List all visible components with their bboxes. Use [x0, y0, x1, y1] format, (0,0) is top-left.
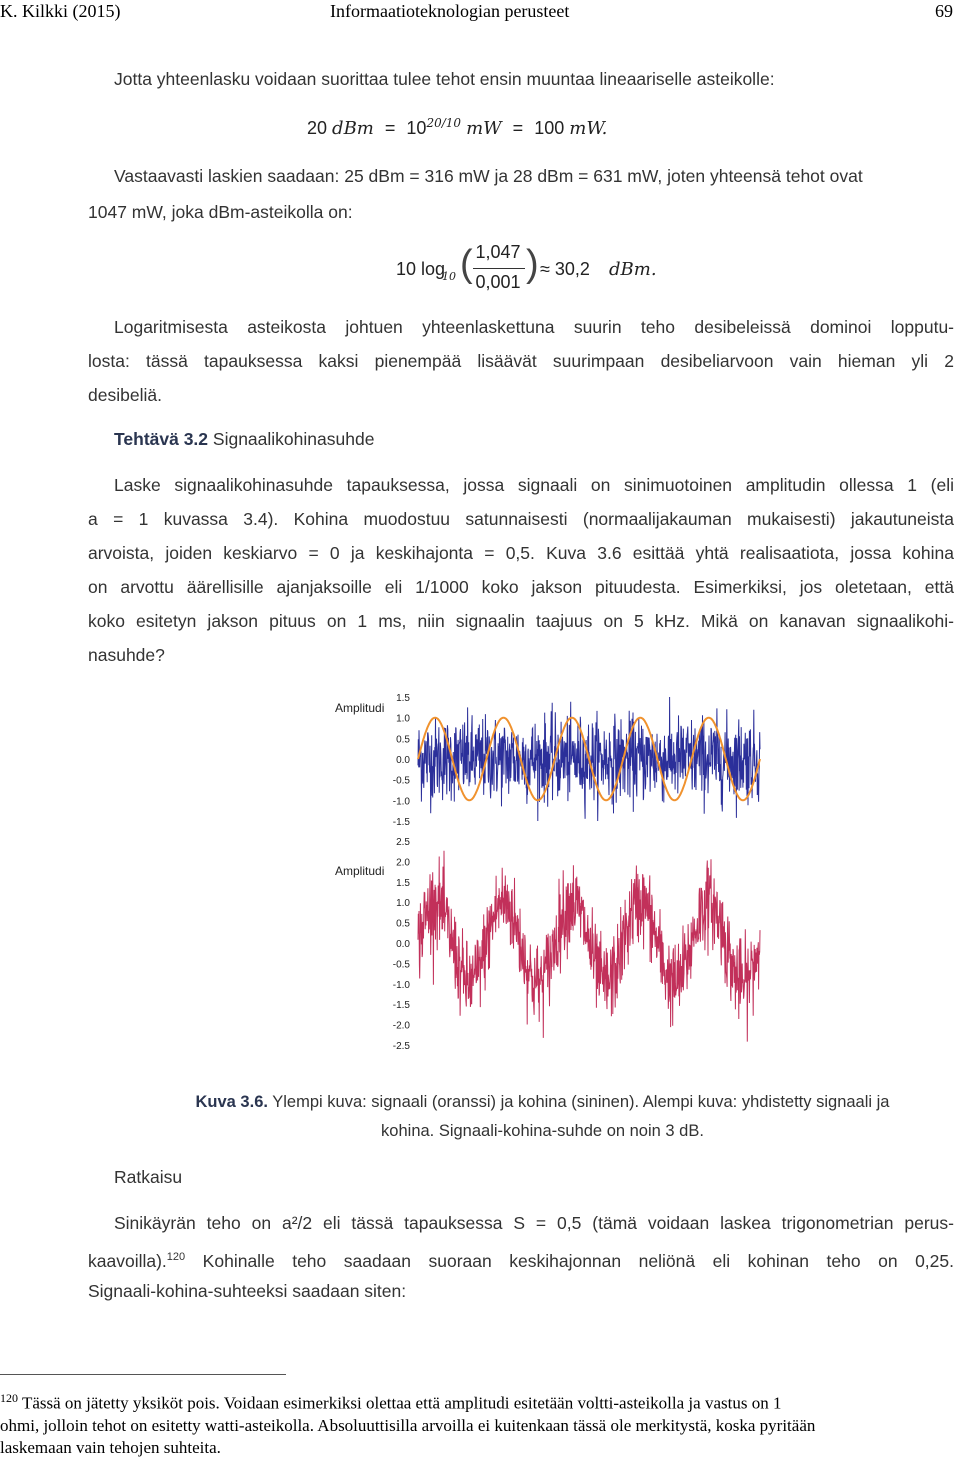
eq2-left-paren: (	[460, 243, 473, 285]
chart2-ytick: 1.0	[396, 898, 410, 910]
solution-heading: Ratkaisu	[114, 1167, 183, 1187]
task-line-1: Laske signaalikohinasuhde tapauksessa, jossa signaali on sinimuotoinen amplitudin ollessa 1 (eli	[114, 475, 954, 495]
caption-label: Kuva 3.6.	[195, 1093, 268, 1111]
chart1-ylabel: Amplitudi	[335, 701, 385, 715]
footnote-rule	[0, 1374, 286, 1375]
chart2-ytick: -2.5	[392, 1041, 410, 1052]
eq2-right-paren: )	[526, 243, 539, 285]
chart2-ytick: 1.5	[396, 877, 410, 889]
task-line-5: koko esitetyn jakson pituus on 1 ms, niin signaalin taajuus on 5 kHz. Mikä on kanavan signaalikohi-	[88, 611, 954, 631]
equation-dbm-to-mw	[307, 116, 607, 139]
paragraph-log-line-2: losta: tässä tapauksessa kaksi pienempää lisäävät suurimpaan desibeliarvoon vain hieman yli 2	[88, 351, 954, 371]
eq2-denominator: 0,001	[475, 272, 521, 292]
chart1-ytick: 1.0	[396, 713, 410, 725]
footnote-ref: 120	[166, 1251, 186, 1263]
chart2-ytick: -1.0	[392, 979, 410, 991]
paragraph-log-line-1: Logaritmisesta asteikosta johtuen yhteenlaskettuna suurin teho desibeleissä dominoi lopputu-	[114, 317, 954, 337]
paragraph-sum-line-2: 1047 mW, joka dBm-asteikolla on:	[88, 202, 353, 222]
chart2-ylabel: Amplitudi	[335, 864, 385, 878]
chart1-ytick: -0.5	[392, 775, 410, 787]
chart2-ytick: 2.5	[396, 837, 410, 848]
task-title: Signaalikohinasuhde	[212, 429, 375, 449]
solution-line-2	[88, 1241, 954, 1277]
eq2-approx: ≈ 30,2	[540, 259, 590, 279]
eq1-equals-2: =	[512, 118, 524, 138]
figure-caption	[155, 1088, 930, 1146]
header-title: Informaatioteknologian perusteet	[330, 1, 570, 21]
footnote-line-2: ohmi, jolloin tehot on esitetty watti-asteikolla. Absoluuttisilla arvoilla ei kuitenkaan tässä ole merkitystä, koska pyritään	[0, 1415, 816, 1435]
eq1-exponent: 20/10	[426, 116, 462, 130]
solution-line-2b: Kohinalle teho saadaan suoraan keskihajonnan neliönä eli kohinan teho on 0,25.	[185, 1250, 954, 1271]
solution-line-2a: kaavoilla).	[88, 1250, 167, 1271]
task-line-4: on arvottu äärellisille ajanjaksoille eli 1/1000 koko jakson pituudesta. Esimerkiksi, jos oletetaan, että	[88, 577, 954, 597]
chart2-ytick: -0.5	[392, 959, 410, 971]
task-heading	[114, 423, 374, 455]
chart2-combined-series	[418, 851, 760, 1042]
chart2-ytick: 0.5	[396, 918, 410, 930]
footnote-line-3: laskemaan vain tehojen suhteita.	[0, 1437, 221, 1457]
chart2-ytick: 0.0	[396, 939, 410, 950]
eq1-value: 20	[307, 118, 328, 138]
figure-charts	[0, 680, 960, 1070]
eq2-subscript: 10	[442, 270, 456, 283]
eq1-equals: =	[384, 118, 396, 138]
caption-line-2: kohina. Signaali-kohina-suhde on noin 3 dB.	[381, 1122, 704, 1140]
eq2-coef: 10 log	[396, 259, 446, 279]
solution-line-3: Signaali-kohina-suhteeksi saadaan siten:	[88, 1281, 407, 1301]
footnote-number: 120	[0, 1391, 18, 1405]
chart1-ytick: 1.5	[396, 693, 410, 704]
task-label: Tehtävä 3.2	[114, 429, 209, 449]
chart1-ytick: -1.5	[392, 817, 410, 828]
chart2-ytick: -1.5	[392, 1000, 410, 1012]
paragraph-log-line-3: desibeliä.	[88, 385, 162, 405]
chart2-ytick: 2.0	[396, 857, 410, 869]
paragraph-sum-line-1: Vastaavasti laskien saadaan: 25 dBm = 316 mW ja 28 dBm = 631 mW, joten yhteensä tehot ovat	[114, 166, 863, 186]
footnote	[0, 1387, 960, 1459]
chart2-ytick: -2.0	[392, 1020, 410, 1032]
eq1-unit-mw: mW	[466, 118, 502, 139]
eq1-result: 100	[534, 118, 565, 138]
eq2-numerator: 1,047	[475, 242, 521, 262]
paragraph-sum	[114, 160, 954, 192]
chart1-ytick: 0.5	[396, 734, 410, 746]
task-line-2: a = 1 kuvassa 3.4). Kohina muodostuu satunnaisesti (normaalijakauman mukaisesti) jakautuneista	[88, 509, 954, 529]
eq1-unit: dBm	[332, 118, 374, 139]
eq1-unit-result: mW.	[569, 118, 608, 139]
task-line-6: nasuhde?	[88, 645, 165, 665]
solution-line-1: Sinikäyrän teho on a²/2 eli tässä tapauksessa S = 0,5 (tämä voidaan laskea trigonometrian perus-	[114, 1213, 954, 1233]
chart1-ytick: 0.0	[396, 755, 410, 766]
page-header	[0, 0, 960, 26]
header-author: K. Kilkki (2015)	[0, 1, 121, 21]
page-number: 69	[935, 1, 953, 21]
chart1-ytick: -1.0	[392, 796, 410, 808]
eq2-fraction-bar	[473, 268, 525, 269]
eq1-base: 10	[406, 118, 427, 138]
caption-line-1: Ylempi kuva: signaali (oranssi) ja kohina (sininen). Alempi kuva: yhdistetty signaali ja	[272, 1093, 890, 1111]
paragraph-intro: Jotta yhteenlasku voidaan suorittaa tulee tehot ensin muuntaa lineaariselle asteikolle:	[114, 69, 775, 89]
footnote-line-1: Tässä on jätetty yksiköt pois. Voidaan esimerkiksi olettaa että amplitudi esitetään voltti-asteikolla ja vastus on 1	[18, 1393, 782, 1413]
eq2-unit: dBm.	[609, 259, 657, 280]
task-line-3: arvoista, joiden keskiarvo = 0 ja keskihajonta = 0,5. Kuva 3.6 esittää yhtä realisaatiota, jossa kohina	[88, 543, 954, 563]
